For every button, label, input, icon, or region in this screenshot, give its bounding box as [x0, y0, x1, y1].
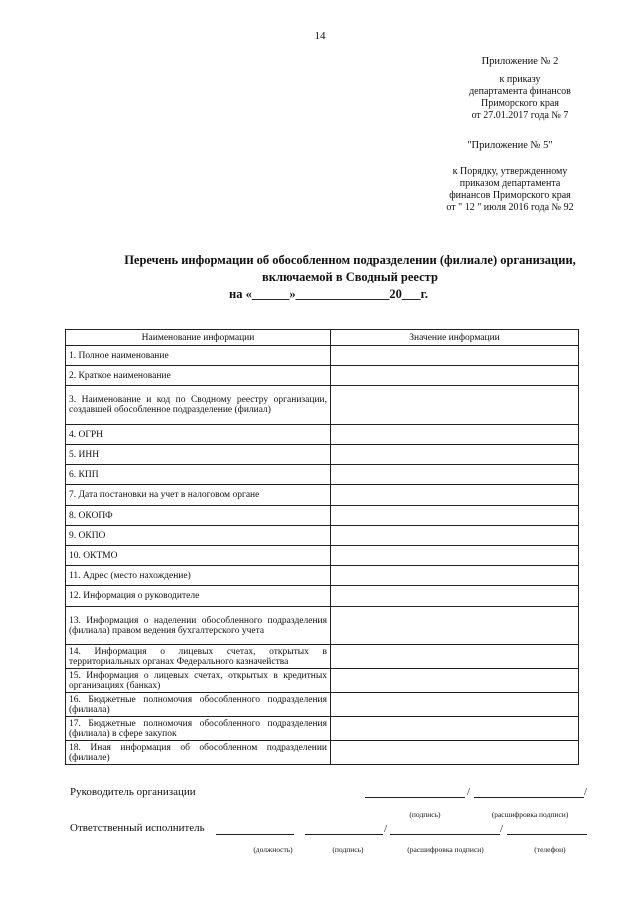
row-value[interactable] [331, 741, 579, 765]
table-row [66, 506, 579, 526]
slash-separator: / [500, 823, 504, 835]
table-row [66, 526, 579, 546]
executor-phone-line[interactable] [507, 822, 587, 835]
slash-separator: / [584, 786, 588, 798]
row-label: 1. Полное наименование [66, 346, 331, 366]
table-header-row [66, 330, 579, 346]
row-value[interactable] [331, 526, 579, 546]
row-label: 16. Бюджетные полномочия обособленного подразделения (филиала) [66, 693, 331, 717]
row-value[interactable] [331, 546, 579, 566]
appendix-original-line: приказом департамента [459, 178, 561, 189]
caption-name: (расшифровка подписи) [491, 810, 569, 819]
row-value[interactable] [331, 506, 579, 526]
caption-signature: (подпись) [332, 845, 364, 854]
table-row [66, 669, 579, 693]
appendix-line: к приказу [499, 74, 541, 85]
caption-position: (должность) [253, 845, 293, 854]
row-label: 18. Иная информация об обособленном подразделении (филиале) [66, 741, 331, 765]
row-label: 11. Адрес (место нахождение) [66, 566, 331, 586]
row-value[interactable] [331, 607, 579, 645]
row-label: 10. ОКТМО [66, 546, 331, 566]
table-row [66, 425, 579, 445]
table-row [66, 607, 579, 645]
document-title-line2: включаемой в Сводный реестр [262, 270, 438, 284]
row-label: 6. КПП [66, 465, 331, 485]
row-value[interactable] [331, 366, 579, 386]
row-label: 12. Информация о руководителе [66, 586, 331, 607]
caption-signature: (подпись) [409, 810, 441, 819]
appendix-original-line: к Порядку, утвержденному [452, 166, 568, 177]
row-value[interactable] [331, 465, 579, 485]
row-value[interactable] [331, 669, 579, 693]
appendix-original-line: финансов Приморского края [449, 190, 571, 201]
appendix-title: Приложение № 2 [481, 56, 559, 67]
executor-position-line[interactable] [216, 822, 294, 835]
document-title-line1: Перечень информации об обособленном подразделении (филиале) организации, [124, 253, 576, 267]
executor-label: Ответственный исполнитель [70, 822, 205, 834]
table-row [66, 566, 579, 586]
table-row [66, 693, 579, 717]
row-label: 14. Информация о лицевых счетах, открытых в территориальных органах Федерального казначейства [66, 645, 331, 669]
table-row [66, 485, 579, 506]
table-row [66, 645, 579, 669]
head-label: Руководитель организации [70, 786, 196, 798]
table-row [66, 366, 579, 386]
slash-separator: / [384, 823, 388, 835]
row-value[interactable] [331, 425, 579, 445]
row-label: 7. Дата постановки на учет в налоговом органе [66, 485, 331, 506]
row-label: 8. ОКОПФ [66, 506, 331, 526]
table-row [66, 445, 579, 465]
table-row [66, 717, 579, 741]
page-number: 14 [314, 30, 326, 42]
appendix-original [400, 140, 620, 214]
row-label: 5. ИНН [66, 445, 331, 465]
row-value[interactable] [331, 717, 579, 741]
appendix-line: от 27.01.2017 года № 7 [471, 110, 569, 121]
row-label: 15. Информация о лицевых счетах, открытых в кредитных организациях (банках) [66, 669, 331, 693]
executor-signature-line[interactable] [305, 822, 383, 835]
head-signature-line[interactable] [365, 785, 465, 798]
table-row [66, 386, 579, 425]
row-label: 2. Краткое наименование [66, 366, 331, 386]
row-value[interactable] [331, 586, 579, 607]
row-value[interactable] [331, 485, 579, 506]
appendix-line: департамента финансов [469, 86, 571, 97]
row-label: 9. ОКПО [66, 526, 331, 546]
table-row [66, 741, 579, 765]
slash-separator: / [467, 786, 471, 798]
appendix-original-title: "Приложение № 5" [467, 140, 553, 151]
document-title [90, 252, 610, 286]
document-date-line: на «______»_______________20___г. [229, 287, 428, 301]
info-table [65, 329, 579, 765]
header-name: Наименование информации [66, 330, 331, 346]
row-value[interactable] [331, 566, 579, 586]
table-row [66, 465, 579, 485]
caption-phone: (телефон) [534, 845, 566, 854]
appendix-line: Приморского края [481, 98, 559, 109]
row-label: 4. ОГРН [66, 425, 331, 445]
row-label: 13. Информация о наделении обособленного подразделения (филиала) правом ведения бухгалтерского учета [66, 607, 331, 645]
row-value[interactable] [331, 445, 579, 465]
row-label: 17. Бюджетные полномочия обособленного подразделения (филиала) в сфере закупок [66, 717, 331, 741]
header-value: Значение информации [331, 330, 579, 346]
row-value[interactable] [331, 693, 579, 717]
appendix-original-date: от " 12 " июля 2016 года № 92 [446, 202, 574, 213]
table-row [66, 546, 579, 566]
caption-name: (расшифровка подписи) [407, 845, 484, 854]
table-row [66, 586, 579, 607]
row-value[interactable] [331, 645, 579, 669]
executor-name-line[interactable] [390, 822, 500, 835]
table-row [66, 346, 579, 366]
appendix-header [420, 56, 620, 122]
head-name-line[interactable] [474, 785, 584, 798]
row-value[interactable] [331, 346, 579, 366]
row-label: 3. Наименование и код по Сводному реестру организации, создавшей обособленное подразделение (филиал) [66, 386, 331, 425]
row-value[interactable] [331, 386, 579, 425]
